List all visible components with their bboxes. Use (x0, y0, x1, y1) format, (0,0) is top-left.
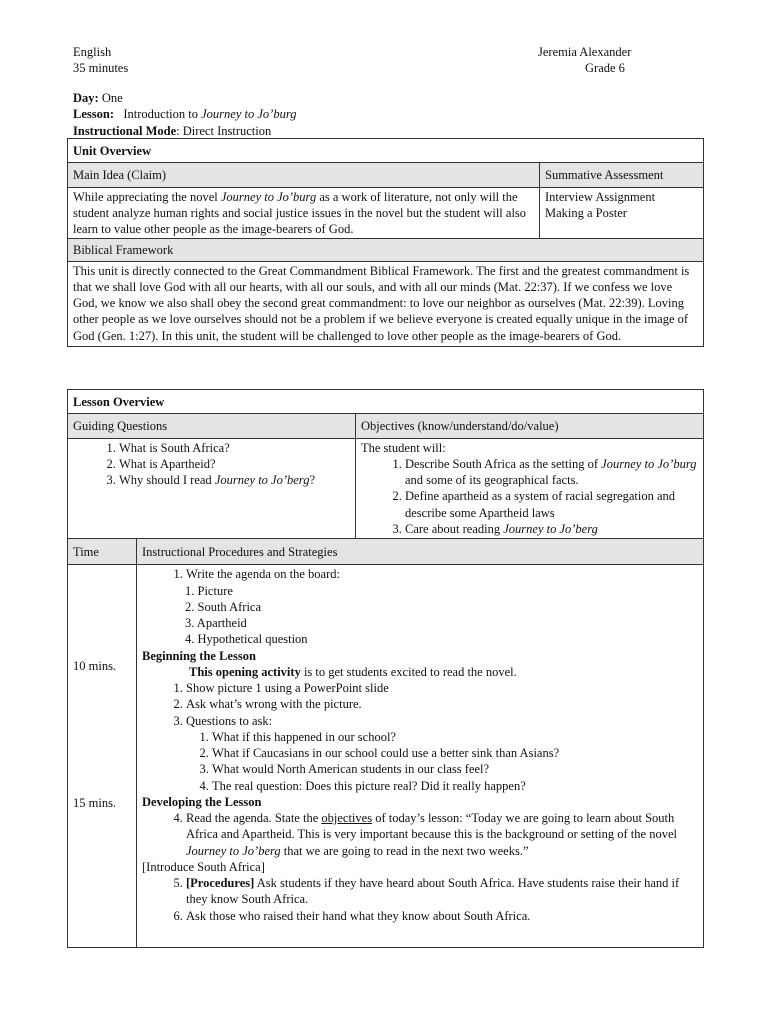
lesson-value: Introduction to (123, 107, 198, 122)
objective-text: Care about reading (405, 521, 501, 536)
summative-header: Summative Assessment (540, 163, 704, 187)
developing-step: 6. Ask those who raised their hand what they know about South Africa. (186, 908, 698, 924)
lesson-title: Journey to Jo’burg (201, 107, 297, 122)
question-item: 1. What if this happened in our school? (212, 729, 698, 745)
agenda-item: 1. Write the agenda on the board: (186, 566, 698, 582)
objectives-link: objectives (321, 811, 373, 825)
unit-overview-table (67, 138, 704, 347)
teacher-name: Jeremia Alexander (538, 45, 632, 59)
step4-mid: of today’s lesson: “Today we are going to learn about South Africa and Apartheid. This is very important because this is the background or setting of the novel (186, 811, 677, 842)
developing-steps-2 (142, 875, 698, 924)
guiding-question-text: What is South Africa? (119, 440, 230, 455)
beginning-step: 1. Show picture 1 using a PowerPoint slide (186, 680, 698, 696)
lesson-line (73, 106, 296, 122)
guiding-question-text: What is Apartheid? (119, 456, 216, 471)
developing-steps (142, 810, 698, 859)
main-idea-header: Main Idea (Claim) (68, 163, 540, 187)
main-idea-post: as a work of literature, not only will the student analyze human rights and social justice issues in the novel but the student will also learn to value other people as the image-bearers of God. (73, 189, 527, 236)
developing-step (186, 810, 698, 859)
time-header: Time (68, 539, 137, 565)
header-right (538, 44, 631, 77)
procedures-header: Instructional Procedures and Strategies (137, 539, 704, 565)
grade: Grade 6 (585, 61, 625, 76)
beginning-step: 3. Questions to ask: (186, 713, 698, 729)
developing-heading: Developing the Lesson (142, 794, 262, 809)
objective-post: and some of its geographical facts. (405, 473, 579, 487)
guiding-questions-cell (68, 438, 356, 539)
day-label: Day: (73, 91, 99, 105)
biblical-header: Biblical Framework (68, 239, 704, 261)
lesson-meta (73, 90, 296, 139)
introduce-note: [Introduce South Africa] (142, 859, 265, 874)
guiding-question (119, 472, 350, 488)
time-cell (68, 565, 137, 948)
guiding-question-text: Why should I read (119, 473, 212, 487)
beginning-step: 2. Ask what’s wrong with the picture. (186, 696, 698, 712)
question-item: 4. The real question: Does this picture real? Did it really happen? (212, 778, 698, 794)
guiding-questions-list (73, 440, 350, 489)
biblical-text: This unit is directly connected to the Great Commandment Biblical Framework. The first and the greatest commandment is that we shall love God with all our hearts, with all our souls, and with all our minds (Mat. 22:37). If we confess we love God, we know we also shall obey the second great commandment: to love our neighbor as ourselves (Mat. 22:39). Loving other people as we love ourselves should not be a problem if we believe everyone is created equally unique in the image of God (Gen. 1:27). In this unit, the student will be challenged to love other people as the image-bearers of God. (68, 261, 704, 346)
question-item: 2. What if Caucasians in our school could use a better sink than Asians? (212, 745, 698, 761)
agenda-subitem: 1. Picture (185, 583, 233, 598)
objective-title: Journey to Jo’burg (601, 456, 697, 471)
opening-activity (142, 664, 698, 680)
beginning-steps (142, 680, 698, 729)
guiding-question (119, 456, 350, 472)
lesson-label: Lesson: (73, 107, 114, 122)
question-list (160, 729, 698, 794)
opening-bold: This opening activity (189, 664, 301, 679)
guiding-question-after: ? (309, 473, 316, 487)
mode-line (73, 123, 296, 139)
objectives-header: Objectives (know/understand/do/value) (356, 414, 704, 438)
step4-pre: Read the agenda. State the (186, 811, 319, 825)
objectives-cell (356, 438, 704, 539)
lesson-overview-title: Lesson Overview (68, 390, 704, 414)
objective-text: Define apartheid as a system of racial segregation and describe some Apartheid laws (405, 489, 676, 520)
lesson-overview-table (67, 389, 704, 948)
agenda-subitem: 3. Apartheid (185, 616, 247, 630)
main-idea-pre: While appreciating the novel (73, 189, 218, 204)
summative-item: Making a Poster (545, 205, 627, 220)
time-entry: 10 mins. (73, 659, 117, 674)
main-idea-title: Journey to Jo’burg (220, 189, 317, 204)
mode-label: Instructional Mode (73, 123, 177, 138)
agenda-subitem: 4. Hypothetical question (185, 632, 308, 647)
duration: 35 minutes (73, 61, 129, 76)
step4-title: Journey to Jo’berg (186, 843, 281, 858)
agenda-subitem: 2. South Africa (185, 599, 262, 614)
step4-post: that we are going to read in the next two weeks.” (283, 843, 529, 858)
objectives-list (361, 456, 698, 537)
agenda-list (142, 566, 698, 582)
day-value: One (101, 91, 123, 105)
agenda-sublist (142, 583, 698, 648)
objective-title: Journey to Jo’berg (503, 521, 598, 536)
header-left (73, 44, 128, 77)
day-line (73, 90, 296, 106)
question-item: 3. What would North American students in our class feel? (212, 761, 698, 777)
opening-rest: is to get students excited to read the novel. (303, 664, 517, 679)
objective (405, 456, 698, 489)
guiding-question (119, 440, 350, 456)
unit-overview-title: Unit Overview (68, 139, 704, 163)
objective-text: Describe South Africa as the setting of (405, 456, 599, 471)
time-entry: 15 mins. (73, 796, 117, 811)
main-idea-text (68, 187, 540, 239)
subject: English (73, 45, 112, 59)
step5-rest: Ask students if they have heard about South Africa. Have students raise their hand if they know South Africa. (186, 876, 680, 907)
mode-value: : Direct Instruction (176, 123, 272, 138)
summative-item: Interview Assignment (545, 189, 656, 204)
step5-bold: [Procedures] (186, 876, 255, 890)
objectives-intro: The student will: (361, 440, 446, 455)
developing-step (186, 875, 698, 908)
summative-list (540, 187, 704, 239)
procedures-cell (137, 565, 704, 948)
guiding-header: Guiding Questions (68, 414, 356, 438)
objective (405, 521, 698, 537)
beginning-heading: Beginning the Lesson (142, 648, 256, 663)
guiding-question-title: Journey to Jo’berg (214, 473, 310, 487)
objective (405, 488, 698, 521)
